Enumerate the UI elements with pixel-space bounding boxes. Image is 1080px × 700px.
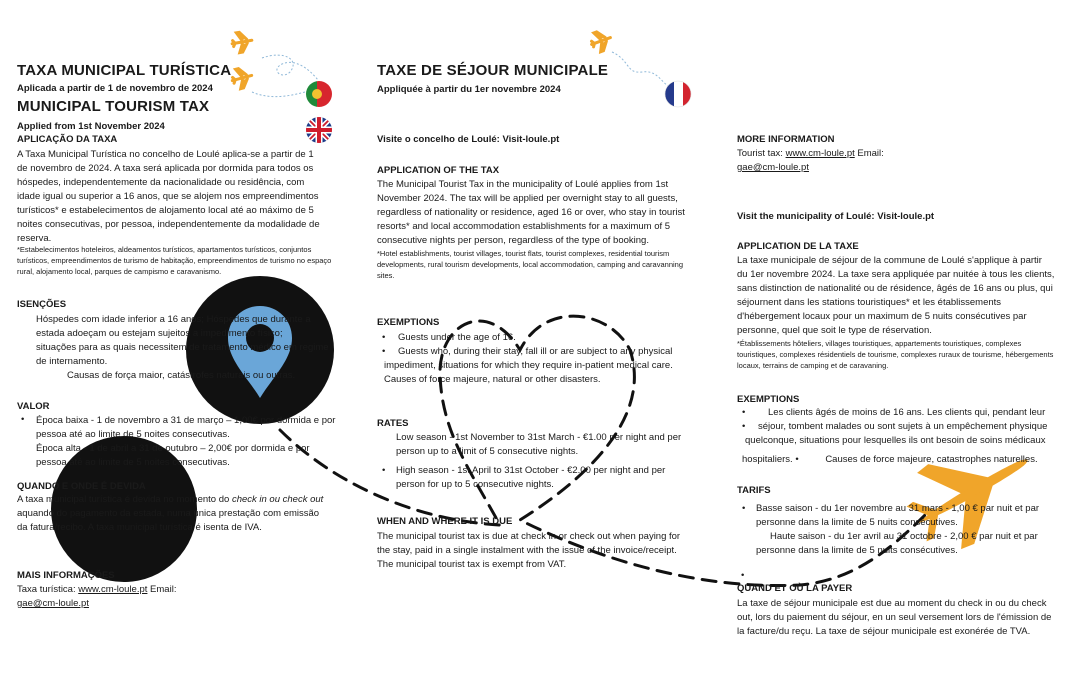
en-application-text: The Municipal Tourist Tax in the municipality of Loulé applies from 1st November 2024. The tax will be applied per overnight stay to all guests, regardless of nationality or residence, aged 16 or over, who stay in tourist resorts* and local accommodation establishments for a maximum of 5 consecutive nights per person, regardless of the type of booking. [377, 179, 685, 246]
bullet-icon: • [382, 332, 386, 343]
en-website-link[interactable]: www.cm-loule.pt [785, 148, 855, 159]
en-email-label: Email: [854, 148, 884, 159]
portugal-flag-icon [306, 81, 333, 107]
fr-application-heading: APPLICATION DE LA TAXE [737, 241, 859, 252]
en-email-link[interactable]: gae@cm-loule.pt [737, 162, 809, 173]
pt-title: TAXA MUNICIPAL TURÍSTICA [17, 62, 232, 79]
en-when-text: The municipal tourist tax is due at check in or check out when paying for the stay, paid in a single instalment with the issue of the invoice/receipt. The municipal tourist tax is exempt from VAT. [377, 531, 681, 570]
bullet-icon: • [792, 454, 802, 465]
pt-visit-link[interactable]: Visite o concelho de Loulé: Visit-loule.pt [377, 134, 560, 145]
bullet-icon: • [21, 414, 25, 425]
pt-more-heading: MAIS INFORMAÇÕES [17, 570, 115, 581]
en-when-heading: WHEN AND WHERE IT IS DUE [377, 516, 513, 527]
pt-exemptions-heading: ISENÇÕES [17, 299, 67, 310]
small-plane-icon [230, 66, 254, 90]
pt-when-text-part: aquando do pagamento da estada, numa única prestação com emissão da fatura/recibo. A taxa municipal turística é isenta de IVA. [17, 508, 320, 533]
fr-tarifs-heading: TARIFS [737, 485, 771, 496]
pt-more-info [17, 583, 176, 597]
pt-application-text: A Taxa Municipal Turística no concelho de Loulé aplica-se a partir de 1 de novembro de 2024. A taxa será aplicada por dormida para todos os hóspedes, independentemente da nacionalidade ou residência, com idade igual ou superior a 16 anos, que se alojem nos empreendimentos turísticos* e estabelecimentos de alojamento local até ao máximo de 5 noites consecutivas, por pessoa, independentemente da modalidade de reserva. [17, 149, 320, 244]
fr-when-text: La taxe de séjour municipale est due au moment du check in ou du check out, lors du paiement du séjour, en un seul versement lors de l'émission de la facture/du reçu. La taxe de séjour municipale est exonérée de TVA. [737, 598, 1052, 637]
en-visit-link[interactable]: Visit the municipality of Loulé: Visit-loule.pt [737, 211, 935, 222]
en-rates-heading: RATES [377, 418, 409, 429]
fr-when-heading: QUAND ET OÙ LA PAYER [737, 583, 853, 594]
bullet-icon: • [742, 421, 746, 432]
pt-more-label: Taxa turística: [17, 584, 79, 595]
en-rates-low: Low season - 1st November to 31st March - €1.00 per night and per person up to a limit of 5 consecutive nights. [396, 432, 682, 457]
pt-exemptions-line: Hóspedes com idade inferior a 16 anos; Hóspedes que durante a [36, 314, 311, 325]
small-plane-icon [230, 30, 253, 53]
bullet-icon: • [382, 465, 386, 476]
en-more-info [737, 147, 884, 161]
small-plane-icon [588, 28, 614, 54]
fr-exemptions-item: Les clients âgés de moins de 16 ans. Les clients qui, pendant leur [768, 407, 1046, 418]
pt-value-low: Época baixa - 1 de novembro a 31 de março – 1,00€ por dormida e por pessoa até ao limite de 5 noites consecutivas. [36, 415, 336, 440]
en-applied-date: Applied from 1st November 2024 [17, 121, 165, 132]
en-title: MUNICIPAL TOURISM TAX [17, 98, 210, 115]
fr-exemptions-item: séjour, tombent malades ou sont sujets à un empêchement physique quelconque, situations pour lesquelles ils ont besoin de soins médicaux [745, 421, 1048, 446]
pt-exemptions-line: de internamento. [36, 356, 108, 367]
pt-exemptions-line: situações para as quais necessitem de tratamento médico em regime [36, 342, 329, 353]
pt-when-heading: QUANDO E ONDE É DEVIDA [17, 481, 146, 492]
en-exemptions-item: Guests under the age of 16. [398, 332, 516, 343]
fr-exemptions-item [742, 453, 1038, 467]
pt-when-text-part: A taxa municipal turística é devida no momento do [17, 494, 232, 505]
fr-exemptions-part: Causes de force majeure, catastrophes naturelles. [825, 454, 1038, 465]
bullet-icon: • [742, 407, 746, 418]
pt-email-label: Email: [147, 584, 177, 595]
fr-applied-date: Appliquée à partir du 1er novembre 2024 [377, 84, 561, 95]
pt-footnote: *Estabelecimentos hoteleiros, aldeamentos turísticos, apartamentos turísticos, conjuntos turísticos, empreendimentos de turismo de habitação, empreendimentos de turismo no espaço rural, alojamento local, parques de campismo e caravanismo. [17, 245, 332, 276]
pt-value-high: Época alta - 1 de abril a 31 de outubro – 2,00€ por dormida e por pessoa até ao limite de 5 noites consecutivas. [36, 443, 310, 468]
en-more-label: Tourist tax: [737, 148, 786, 159]
fr-application-text: La taxe municipale de séjour de la commune de Loulé s'applique à partir du 1er novembre 2024. La taxe sera appliquée par nuitée à tous les clients, sans distinction de nationalité ou de résidence, âgés de 16 ans ou plus, qui séjournent dans les stations touristiques* et les établissements d'hébergement locaux pour un maximum de 5 nuits consécutives par personne, quel que soit le type de réservation. [737, 255, 1055, 336]
fr-title: TAXE DE SÉJOUR MUNICIPALE [377, 62, 609, 79]
en-application-heading: APPLICATION OF THE TAX [377, 165, 500, 176]
bullet-icon: • [382, 346, 386, 357]
fr-footnote: *Établissements hôteliers, villages touristiques, appartements touristiques, complexes touristiques, complexes résidentiels de tourisme, complexes ruraux de tourisme, hébergements locaux, terrains de camping et de caravaning. [737, 339, 1054, 370]
fr-tarifs-low: Basse saison - du 1er novembre au 31 mars - 1,00 € par nuit et par personne dans la limite de 5 nuits consécutives. [756, 503, 1040, 528]
fr-exemptions-heading: EXEMPTIONS [737, 394, 800, 405]
pt-email-link[interactable]: gae@cm-loule.pt [17, 598, 89, 609]
france-flag-icon [665, 81, 692, 107]
pt-when-text-italic: check in ou check out [231, 494, 324, 505]
en-exemptions-heading: EXEMPTIONS [377, 317, 440, 328]
en-footnote: *Hotel establishments, tourist villages, tourist flats, tourist complexes, residential tourism developments, rural tourism developments, local accommodation, camping and caravanning sites. [377, 249, 683, 280]
pt-website-link[interactable]: www.cm-loule.pt [78, 584, 148, 595]
pt-exemptions-line: estada adoeçam ou estejam sujeitos a impedimento físico; [36, 328, 283, 339]
pt-applied-date: Aplicada a partir de 1 de novembro de 2024 [17, 83, 213, 94]
uk-flag-icon [306, 117, 332, 143]
bullet-icon: • [741, 570, 745, 581]
pt-application-heading: APLICAÇÃO DA TAXA [17, 134, 118, 145]
bullet-icon: • [742, 503, 746, 514]
en-rates-high: High season - 1st April to 31st October - €2.00 per night and per person for up to 5 consecutive nights. [396, 465, 666, 490]
fr-tarifs-high: Haute saison - du 1er avril au 31 octobre - 2,00 € par nuit et par personne dans la limite de 5 nuits consécutives. [756, 531, 1038, 556]
pt-value-heading: VALOR [17, 401, 50, 412]
pt-when-text [17, 493, 329, 535]
pt-exemptions-line: Causas de força maior, catástrofes naturais ou outras. [67, 370, 296, 381]
fr-exemptions-part: hospitaliers. [742, 454, 793, 465]
en-more-heading: MORE INFORMATION [737, 134, 835, 145]
en-exemptions-item: Guests who, during their stay, fall ill or are subject to any physical impediment, situations for which they require in-patient medical care. Causes of force majeure, natural or other disasters. [384, 346, 673, 385]
